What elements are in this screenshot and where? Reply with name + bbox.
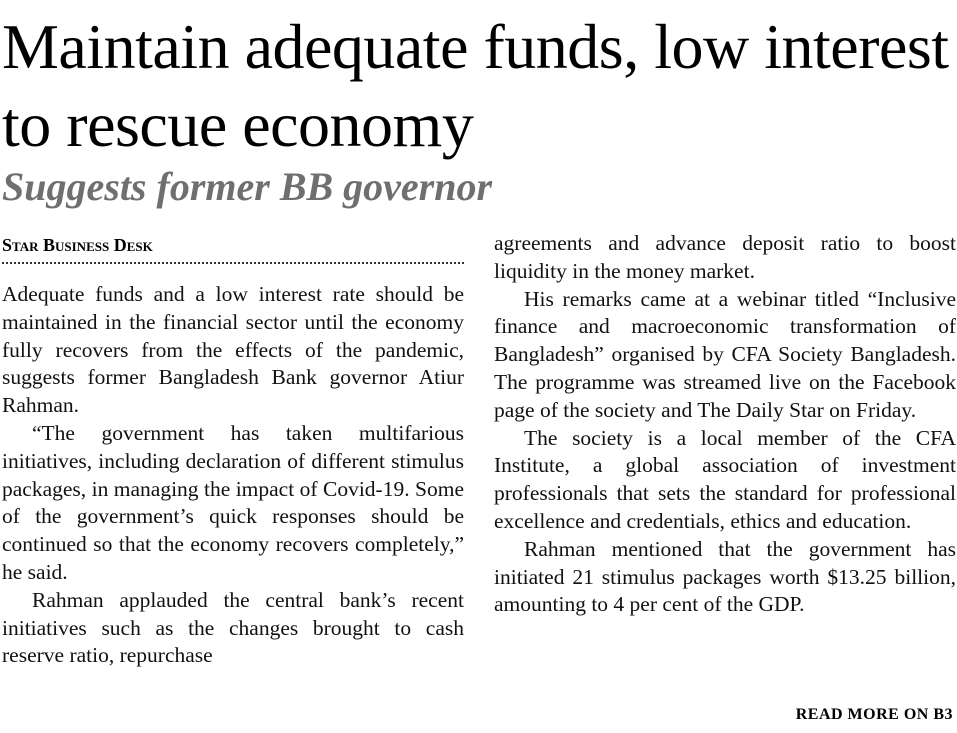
paragraph: “The government has taken multifarious initiatives, including declaration of different stimulus packages, in managing the impact of Covid-19. Some of the government’s quick responses should be continued so that the economy recovers completely,” he said. (2, 420, 464, 584)
paragraph: His remarks came at a webinar titled “Inclusive finance and macroeconomic transformation of Bangladesh” organised by CFA Society Bangladesh. The programme was streamed live on the Facebook page of the society and The Daily Star on Friday. (494, 286, 956, 422)
paragraph: Adequate funds and a low interest rate should be maintained in the financial sector until the economy fully recovers from the effects of the pandemic, suggests former Bangladesh Bank governor Atiur Rahman. (2, 282, 464, 418)
headline: Maintain adequate funds, low interest to rescue economy (2, 11, 949, 160)
left-column (2, 281, 464, 670)
paragraph: Rahman mentioned that the government has initiated 21 stimulus packages worth $13.25 billion, amounting to 4 per cent of the GDP. (494, 536, 956, 617)
paragraph: Rahman applauded the central bank’s recent initiatives such as the changes brought to cash reserve ratio, repurchase (2, 587, 464, 668)
read-more-jump-line: READ MORE ON B3 (795, 706, 953, 723)
kicker-subheadline: Suggests former BB governor (2, 164, 493, 209)
right-column (494, 230, 956, 619)
paragraph: The society is a local member of the CFA Institute, a global association of investment professionals that sets the standard for professional excellence and credentials, ethics and education. (494, 425, 956, 533)
byline: Star Business Desk (2, 234, 464, 264)
paragraph-continued: agreements and advance deposit ratio to boost liquidity in the money market. (494, 231, 956, 283)
